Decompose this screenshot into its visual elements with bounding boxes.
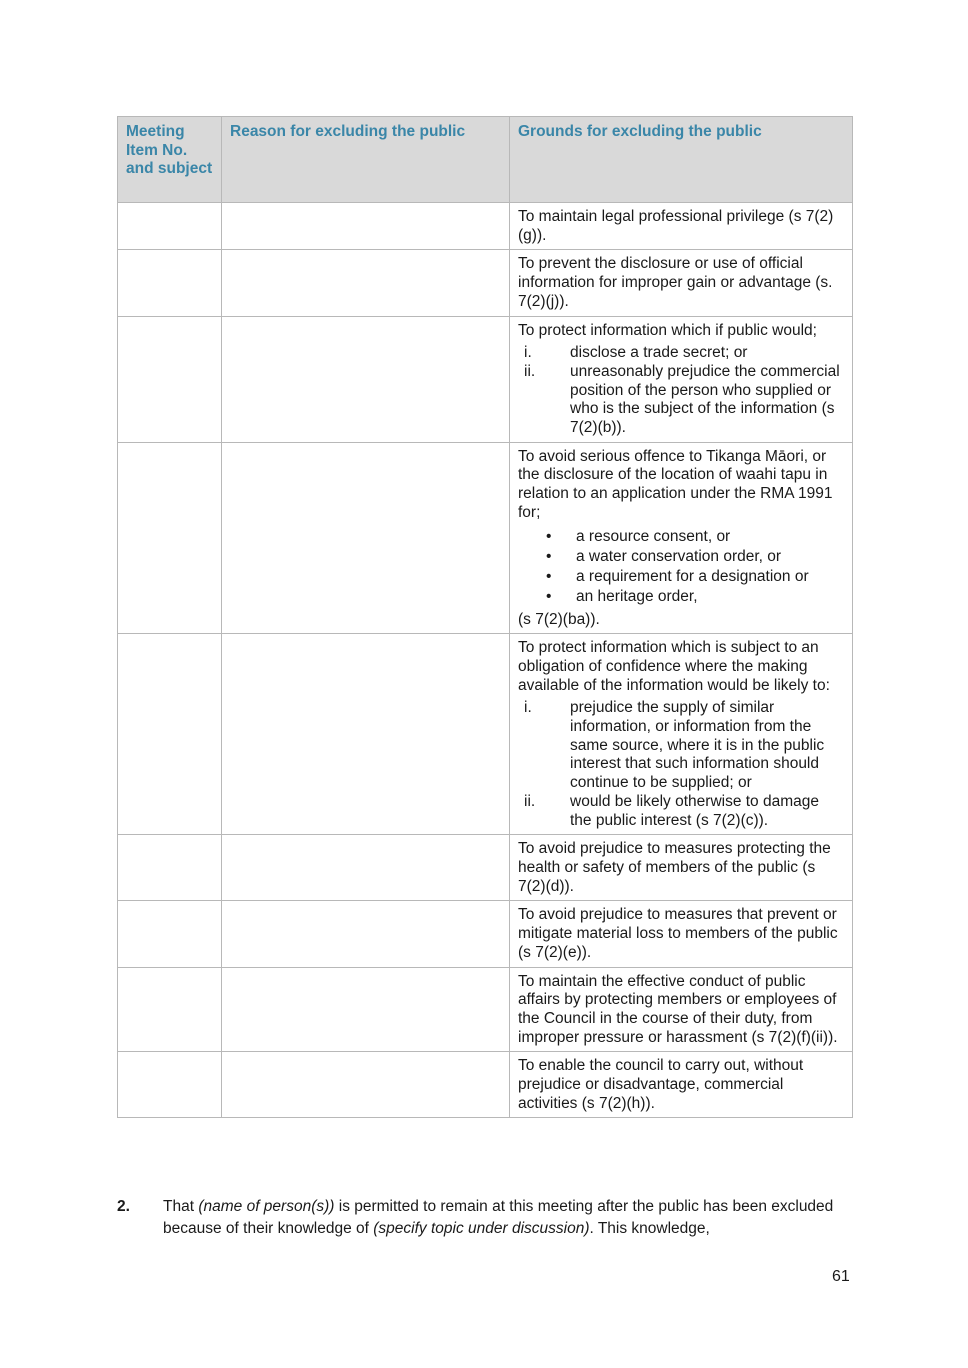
reason-cell [222, 1052, 510, 1118]
grounds-cell [510, 442, 853, 634]
meeting-item-cell [118, 1052, 222, 1118]
item-text: unreasonably prejudice the commercial position of the person who supplied or who is the subject of the information (s 7(2)(b)). [570, 362, 840, 437]
bullet-text: a resource consent, or [576, 527, 731, 545]
paragraph-text-part: is permitted to remain at this meeting after the public has been excluded because of their knowledge of [163, 1198, 834, 1237]
table-row [118, 442, 853, 634]
page-number: 61 [832, 1268, 850, 1285]
meeting-item-cell [118, 901, 222, 967]
paragraph-number: 2. [117, 1198, 130, 1215]
grounds-text: To protect information which if public would; [518, 321, 817, 339]
bullet-item [546, 587, 844, 607]
grounds-text: To avoid prejudice to measures protecting the health or safety of members of the public (s 7(2)(d)). [518, 840, 831, 895]
reason-cell [222, 442, 510, 634]
bullet-text: a water conservation order, or [576, 547, 782, 565]
item-number: i. [524, 699, 532, 717]
placeholder-topic: (specify topic under discussion) [373, 1220, 590, 1237]
item-number: ii. [524, 792, 536, 810]
reason-cell [222, 634, 510, 835]
item-text: prejudice the supply of similar information, or information from the same source, where it is in the public interest that such information should continue to be supplied; or [570, 699, 825, 792]
numbered-item [518, 793, 844, 830]
table-row [118, 901, 853, 967]
table-row [118, 1052, 853, 1118]
reason-cell [222, 250, 510, 316]
grounds-cell [510, 634, 853, 835]
table-row [118, 967, 853, 1052]
bullet-item [546, 567, 844, 587]
paragraph-text [163, 1196, 837, 1240]
numbered-item [518, 699, 844, 793]
grounds-text: To prevent the disclosure or use of official information for improper gain or advantage (s. 7(2)(j)). [518, 255, 833, 310]
grounds-outro: (s 7(2)(ba)). [518, 610, 600, 628]
bullet-icon: • [546, 527, 552, 545]
header-grounds: Grounds for excluding the public [510, 117, 853, 203]
table-row [118, 316, 853, 442]
grounds-text: To maintain legal professional privilege (s 7(2)(g)). [518, 208, 834, 244]
placeholder-person: (name of person(s)) [198, 1198, 335, 1215]
table-row [118, 203, 853, 250]
bullet-text: an heritage order, [576, 587, 698, 605]
item-text: would be likely otherwise to damage the public interest (s 7(2)(c)). [570, 792, 819, 829]
grounds-text: To maintain the effective conduct of public affairs by protecting members or employees of the Council in the course of their duty, from improper pressure or harassment (s 7(2)(f)(ii)). [518, 972, 838, 1046]
meeting-item-cell [118, 250, 222, 316]
grounds-cell [510, 250, 853, 316]
table-header-row [118, 117, 853, 203]
bullet-item [546, 527, 844, 547]
table-row [118, 634, 853, 835]
reason-cell [222, 203, 510, 250]
reason-cell [222, 316, 510, 442]
meeting-item-cell [118, 835, 222, 901]
reason-cell [222, 967, 510, 1052]
paragraph-text-part: . This knowledge, [589, 1220, 710, 1237]
meeting-item-cell [118, 442, 222, 634]
bullet-text: a requirement for a designation or [576, 567, 809, 585]
grounds-cell [510, 1052, 853, 1118]
meeting-item-cell [118, 967, 222, 1052]
meeting-item-cell [118, 634, 222, 835]
bullet-icon: • [546, 567, 552, 585]
numbered-item [518, 344, 844, 363]
grounds-text: To protect information which is subject to an obligation of confidence where the making available of the information would be likely to: [518, 639, 830, 694]
bullet-item [546, 547, 844, 567]
grounds-cell [510, 967, 853, 1052]
header-reason: Reason for excluding the public [222, 117, 510, 203]
grounds-cell [510, 901, 853, 967]
table-row [118, 250, 853, 316]
bullet-icon: • [546, 547, 552, 565]
grounds-text: To enable the council to carry out, without prejudice or disadvantage, commercial activities (s 7(2)(h)). [518, 1057, 804, 1112]
grounds-cell [510, 203, 853, 250]
resolution-paragraph [117, 1196, 837, 1240]
item-text: disclose a trade secret; or [570, 344, 748, 362]
numbered-item [518, 363, 844, 438]
grounds-cell [510, 316, 853, 442]
item-number: i. [524, 344, 532, 362]
reason-cell [222, 901, 510, 967]
grounds-text: To avoid serious offence to Tikanga Māori, or the disclosure of the location of waahi tapu in relation to an application under the RMA 1991 for; [518, 447, 833, 521]
paragraph-text-part: That [163, 1198, 199, 1215]
meeting-item-cell [118, 316, 222, 442]
bullet-icon: • [546, 587, 552, 605]
meeting-item-cell [118, 203, 222, 250]
item-number: ii. [524, 362, 536, 380]
grounds-cell [510, 835, 853, 901]
table-row [118, 835, 853, 901]
grounds-table-container [117, 116, 852, 1118]
grounds-text: To avoid prejudice to measures that prevent or mitigate material loss to members of the public (s 7(2)(e)). [518, 906, 838, 961]
grounds-table [117, 116, 853, 1118]
reason-cell [222, 835, 510, 901]
header-meeting-item: Meeting Item No. and subject [118, 117, 222, 203]
